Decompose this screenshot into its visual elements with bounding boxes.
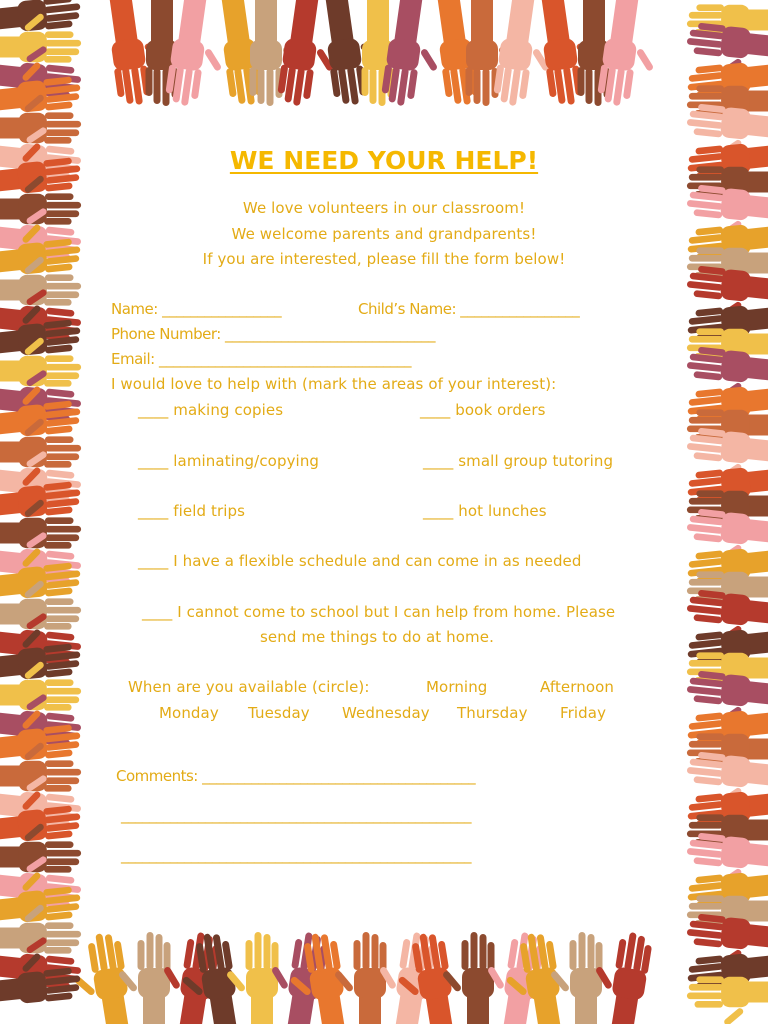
option-tutoring[interactable]: ____ small group tutoring — [423, 452, 614, 470]
day-thursday[interactable]: Thursday — [457, 704, 528, 722]
comments-field[interactable]: Comments: _______________________________________ — [116, 767, 476, 785]
option-making-copies[interactable]: ____ making copies — [138, 401, 284, 419]
child-name-field[interactable]: Child’s Name: _________________ — [358, 300, 580, 318]
availability-label: When are you available (circle): — [128, 678, 370, 696]
option-flexible[interactable]: ____ I have a flexible schedule and can come in as needed — [138, 552, 582, 570]
intro-line-3: If you are interested, please fill the form below! — [202, 250, 566, 268]
phone-field[interactable]: Phone Number: ______________________________ — [111, 325, 436, 343]
day-wednesday[interactable]: Wednesday — [342, 704, 430, 722]
day-friday[interactable]: Friday — [560, 704, 607, 722]
time-afternoon[interactable]: Afternoon — [540, 678, 615, 696]
intro-line-2: We welcome parents and grandparents! — [231, 225, 537, 243]
comments-line-2[interactable]: __________________________________________________ — [121, 806, 471, 824]
help-prompt: I would love to help with (mark the areas of your interest): — [111, 375, 557, 393]
hand-icon — [380, 0, 449, 110]
hand-icon — [596, 0, 665, 110]
option-help-from-home-cont: send me things to do at home. — [260, 628, 494, 646]
day-monday[interactable]: Monday — [159, 704, 219, 722]
email-field[interactable]: Email: ____________________________________ — [111, 350, 411, 368]
option-field-trips[interactable]: ____ field trips — [138, 502, 246, 520]
comments-line-3[interactable]: __________________________________________________ — [121, 846, 471, 864]
option-help-from-home[interactable]: ____ I cannot come to school but I can help from home. Please — [142, 603, 616, 621]
hand-icon — [164, 0, 233, 110]
time-morning[interactable]: Morning — [426, 678, 488, 696]
day-tuesday[interactable]: Tuesday — [248, 704, 310, 722]
page-title: WE NEED YOUR HELP! — [229, 146, 539, 175]
option-hot-lunches[interactable]: ____ hot lunches — [423, 502, 547, 520]
option-book-orders[interactable]: ____ book orders — [420, 401, 546, 419]
name-field[interactable]: Name: _________________ — [111, 300, 282, 318]
option-laminating[interactable]: ____ laminating/copying — [138, 452, 320, 470]
intro-line-1: We love volunteers in our classroom! — [242, 199, 526, 217]
